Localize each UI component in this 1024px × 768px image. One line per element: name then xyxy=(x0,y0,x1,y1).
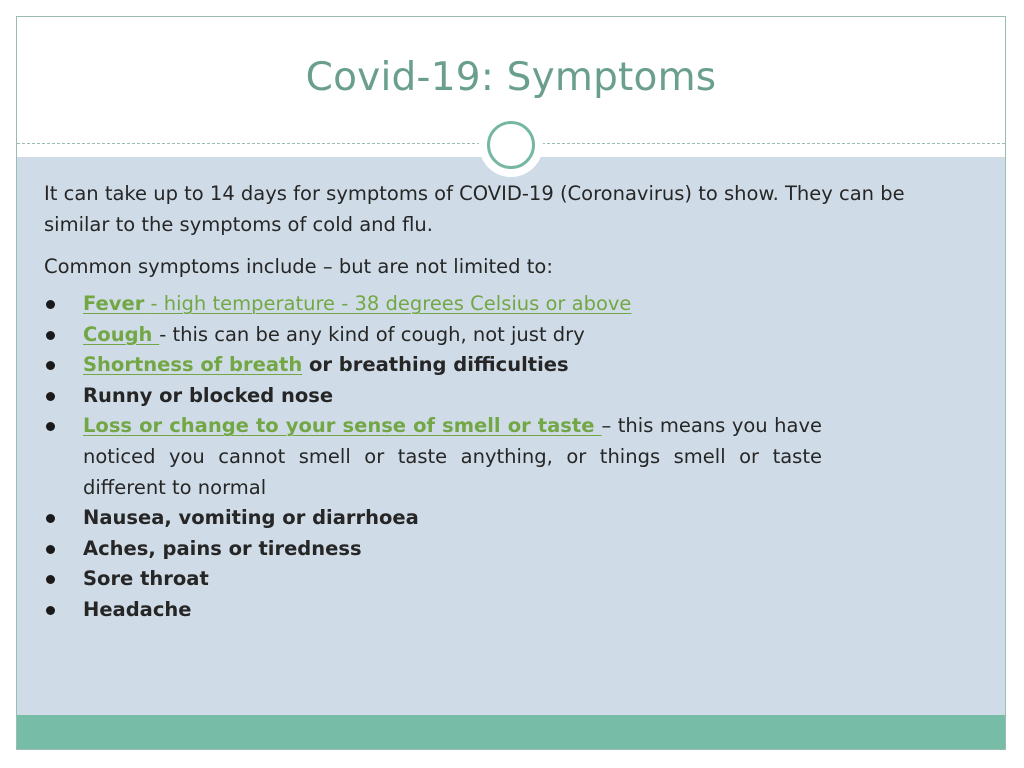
list-item-shortness-of-breath xyxy=(44,350,944,381)
lead-text: Common symptoms include – but are not limited to: xyxy=(44,255,553,278)
bullet-icon xyxy=(46,514,55,523)
bullet-icon xyxy=(46,422,55,431)
runny-nose-text: Runny or blocked nose xyxy=(83,383,334,407)
list-item-sore-throat xyxy=(44,564,944,595)
list-item-cough xyxy=(44,320,944,351)
cough-link[interactable]: Cough xyxy=(83,322,160,346)
smell-taste-detail: – this means you have noticed you cannot smell or taste anything, or things smell or taste different to normal xyxy=(83,414,822,499)
fever-link-label: Fever xyxy=(83,292,145,315)
bullet-icon xyxy=(46,575,55,584)
bullet-icon xyxy=(46,361,55,370)
symptom-list xyxy=(44,289,944,626)
list-item-fever xyxy=(44,289,944,320)
sore-throat-text: Sore throat xyxy=(83,567,209,591)
fever-link[interactable] xyxy=(83,292,631,315)
bullet-icon xyxy=(46,331,55,340)
aches-text: Aches, pains or tiredness xyxy=(83,536,362,560)
list-item-nausea xyxy=(44,503,944,534)
smell-taste-link[interactable]: Loss or change to your sense of smell or taste xyxy=(83,414,602,438)
shortness-of-breath-detail: or breathing difficulties xyxy=(302,353,569,377)
footer-bar xyxy=(17,715,1005,749)
slide-content xyxy=(44,178,944,626)
nausea-text: Nausea, vomiting or diarrhoea xyxy=(83,506,419,530)
fever-link-detail: - high temperature - 38 degrees Celsius or above xyxy=(144,292,632,315)
bullet-icon xyxy=(46,392,55,401)
intro-text: It can take up to 14 days for symptoms of COVID-19 (Coronavirus) to show. They can be similar to the symptoms of cold and flu. xyxy=(44,182,905,236)
list-item-smell-taste xyxy=(44,411,944,503)
list-item-runny-nose xyxy=(44,381,944,412)
bullet-icon xyxy=(46,300,55,309)
slide-title: Covid-19: Symptoms xyxy=(305,55,717,100)
bullet-icon xyxy=(46,545,55,554)
smell-taste-block xyxy=(83,411,822,503)
list-item-headache xyxy=(44,595,944,626)
bullet-icon xyxy=(46,606,55,615)
cough-detail: - this can be any kind of cough, not just dry xyxy=(159,322,585,346)
headache-text: Headache xyxy=(83,597,192,621)
shortness-of-breath-link[interactable]: Shortness of breath xyxy=(83,353,303,377)
list-item-aches xyxy=(44,534,944,565)
divider-circle-icon xyxy=(487,121,535,169)
